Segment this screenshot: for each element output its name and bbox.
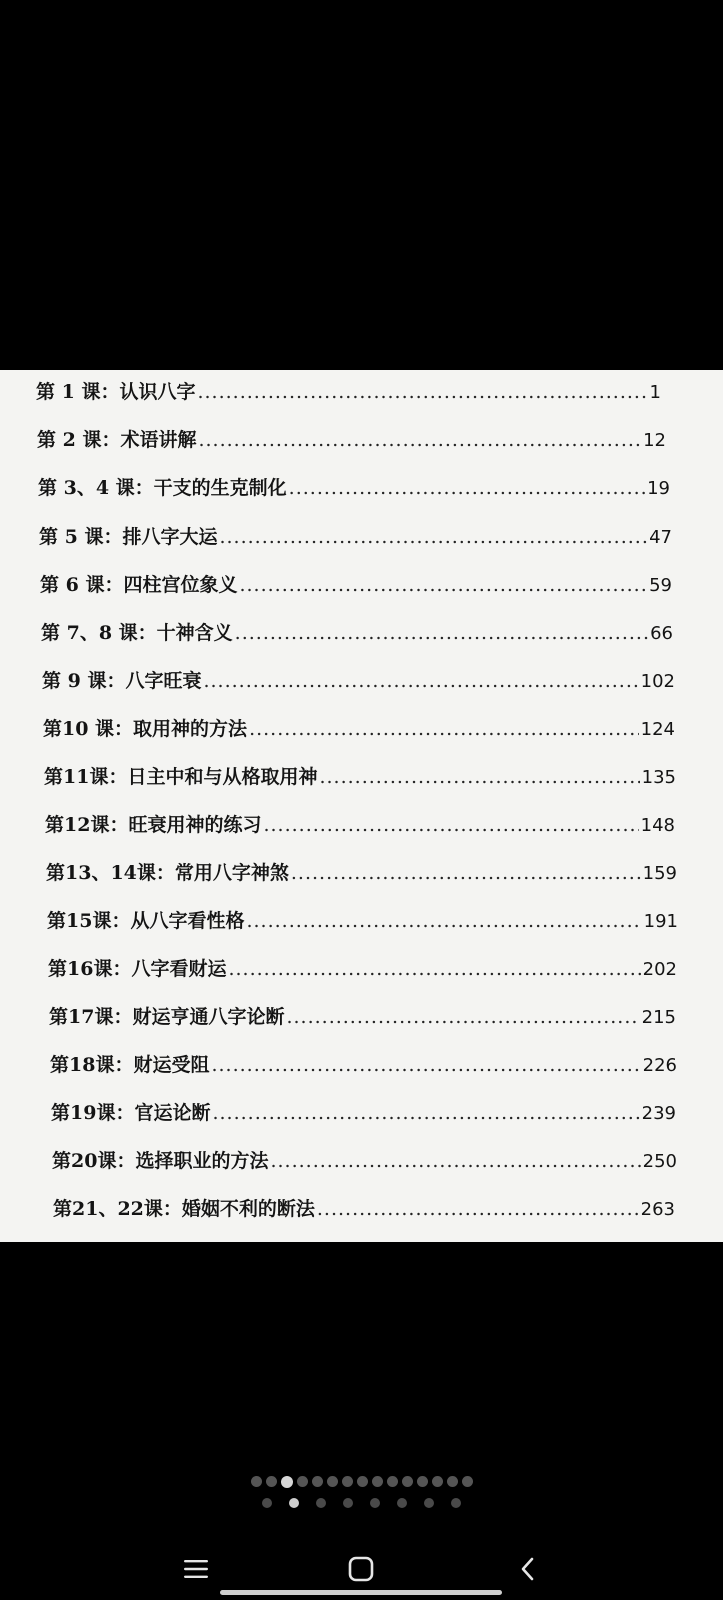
toc-label: 第 7、8 课：十神含义: [41, 621, 233, 644]
toc-row: [0, 1087, 723, 1135]
toc-row: [0, 991, 723, 1039]
toc-label: 第13、14课：常用八字神煞: [46, 861, 289, 884]
toc-leader: [289, 477, 645, 499]
page-dot[interactable]: [266, 1476, 277, 1487]
toc-leader: [249, 718, 639, 740]
page-dot[interactable]: [312, 1476, 323, 1487]
toc-page-number: 124: [640, 718, 675, 740]
page-dot[interactable]: [397, 1498, 407, 1508]
page-dot[interactable]: [432, 1476, 443, 1487]
page-dot-active[interactable]: [281, 1476, 293, 1488]
recent-apps-button[interactable]: [176, 1552, 216, 1586]
home-icon: [347, 1555, 375, 1583]
toc-leader: [235, 622, 648, 644]
home-button[interactable]: [341, 1552, 381, 1586]
recent-apps-icon: [182, 1558, 210, 1580]
toc-page-number: 1: [649, 381, 661, 403]
page-dot-active[interactable]: [289, 1498, 299, 1508]
toc-leader: [219, 526, 647, 548]
toc-page-number: 226: [642, 1054, 677, 1076]
toc-row: [0, 655, 723, 703]
toc-row: [0, 607, 723, 655]
page-dot[interactable]: [424, 1498, 434, 1508]
page-dot[interactable]: [251, 1476, 262, 1487]
toc-row: [0, 462, 723, 510]
page-dot[interactable]: [262, 1498, 272, 1508]
page-dot[interactable]: [342, 1476, 353, 1487]
toc-page-number: 202: [642, 958, 677, 980]
toc-row: [0, 1135, 723, 1183]
toc-leader: [286, 1006, 639, 1028]
toc-row: [0, 895, 723, 943]
toc-leader: [319, 766, 639, 788]
toc-page-number: 12: [643, 429, 666, 451]
page-dot[interactable]: [370, 1498, 380, 1508]
toc-page-number: 215: [641, 1006, 676, 1028]
page-dot[interactable]: [387, 1476, 398, 1487]
page-dot[interactable]: [372, 1476, 383, 1487]
toc-label: 第10 课：取用神的方法: [43, 717, 248, 740]
toc-label: 第20课：选择职业的方法: [52, 1149, 269, 1172]
toc-row: [0, 370, 723, 414]
toc-row: [0, 943, 723, 991]
toc-page-number: 47: [649, 526, 672, 548]
toc-row: [0, 414, 723, 462]
toc-label: 第19课：官运论断: [51, 1101, 211, 1124]
toc-row: [0, 751, 723, 799]
toc-leader: [291, 862, 641, 884]
toc-label: 第 5 课：排八字大运: [39, 525, 218, 548]
page-indicator-dots: [0, 1476, 723, 1488]
toc-page-number: 66: [650, 622, 673, 644]
page-dot[interactable]: [451, 1498, 461, 1508]
toc-page-number: 19: [647, 477, 670, 499]
toc-page-number: 159: [642, 862, 677, 884]
page-dot[interactable]: [316, 1498, 326, 1508]
page-dot[interactable]: [343, 1498, 353, 1508]
toc-leader: [246, 910, 641, 932]
toc-label: 第17课：财运亨通八字论断: [49, 1005, 285, 1028]
toc-leader: [198, 429, 641, 451]
toc-leader: [263, 814, 638, 836]
toc-page-number: 191: [643, 910, 678, 932]
toc-page-number: 102: [640, 670, 675, 692]
toc-label: 第 6 课：四柱宫位象义: [40, 573, 238, 596]
toc-row: [0, 847, 723, 895]
toc-row: [0, 1039, 723, 1087]
toc-leader: [270, 1150, 640, 1172]
toc-label: 第21、22课：婚姻不利的断法: [53, 1197, 315, 1220]
toc-row: [0, 1183, 723, 1231]
toc-label: 第 2 课：术语讲解: [37, 428, 197, 451]
toc-page-number: 135: [641, 766, 676, 788]
toc-label: 第12课：旺衰用神的练习: [45, 813, 262, 836]
toc-label: 第16课：八字看财运: [48, 957, 227, 980]
toc-page-number: 59: [649, 574, 672, 596]
toc-page-number: 250: [642, 1150, 677, 1172]
page-dot[interactable]: [447, 1476, 458, 1487]
toc-leader: [203, 670, 638, 692]
toc-leader: [211, 1054, 640, 1076]
toc-leader: [212, 1102, 639, 1124]
page-dot[interactable]: [462, 1476, 473, 1487]
toc-page-number: 263: [640, 1198, 675, 1220]
toc-label: 第 1 课：认识八字: [36, 380, 196, 403]
toc-leader: [239, 574, 647, 596]
page-dot[interactable]: [402, 1476, 413, 1487]
page-dot[interactable]: [327, 1476, 338, 1487]
page-dot[interactable]: [417, 1476, 428, 1487]
toc-label: 第15课：从八字看性格: [47, 909, 245, 932]
page-dot[interactable]: [297, 1476, 308, 1487]
document-page[interactable]: [0, 370, 723, 1242]
toc-leader: [197, 381, 647, 403]
gesture-home-indicator[interactable]: [220, 1590, 502, 1595]
back-icon: [518, 1555, 538, 1583]
page-indicator-dots-secondary: [0, 1498, 723, 1508]
toc-page-number: 148: [640, 814, 675, 836]
toc-label: 第 9 课：八字旺衰: [42, 669, 202, 692]
toc-row: [0, 511, 723, 559]
toc-leader: [317, 1198, 639, 1220]
toc-label: 第 3、4 课：干支的生克制化: [38, 476, 287, 499]
page-dot[interactable]: [357, 1476, 368, 1487]
toc-row: [0, 703, 723, 751]
toc-label: 第18课：财运受阻: [50, 1053, 210, 1076]
toc-page-number: 239: [641, 1102, 676, 1124]
toc-row: [0, 799, 723, 847]
toc-leader: [228, 958, 640, 980]
back-button[interactable]: [508, 1552, 548, 1586]
toc-row: [0, 559, 723, 607]
toc-label: 第11课：日主中和与从格取用神: [44, 765, 318, 788]
